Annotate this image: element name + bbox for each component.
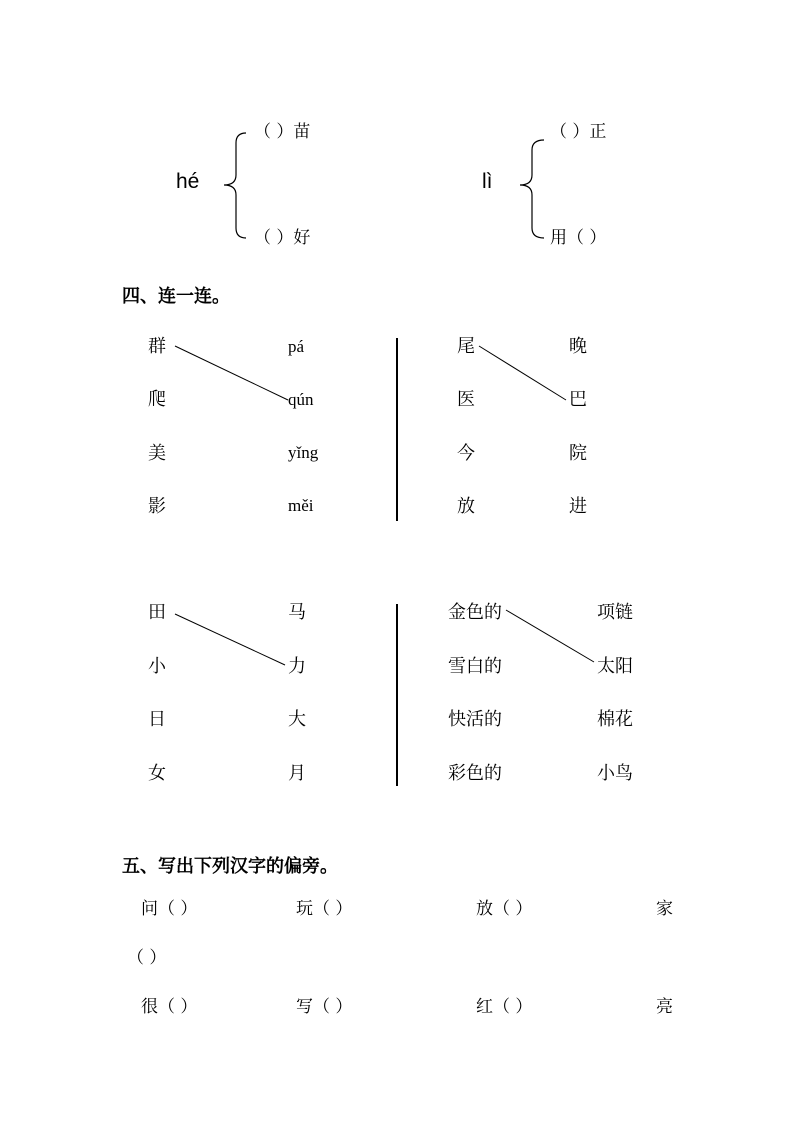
g3-char-1: 田: [148, 602, 166, 623]
connector-g4: [506, 610, 594, 662]
g3-match-4: 月: [288, 763, 306, 784]
connector-g2: [479, 346, 566, 400]
g2-match-3: 院: [569, 443, 587, 464]
g2-char-2: 医: [457, 389, 475, 410]
g2-match-2: 巴: [569, 389, 587, 410]
g4-match-2: 太阳: [597, 656, 633, 677]
radical-item-wen: 问（ ）: [141, 899, 198, 919]
blank-he-bottom: （ ）好: [254, 228, 311, 248]
g1-pinyin-3: yǐng: [288, 443, 319, 462]
g3-match-1: 马: [288, 602, 306, 623]
g1-char-2: 爬: [148, 389, 166, 410]
g2-char-4: 放: [457, 496, 475, 517]
pinyin-he: hé: [176, 170, 200, 193]
radical-item-jia-blank: （ ）: [127, 948, 167, 968]
g3-char-2: 小: [148, 656, 166, 677]
g4-phrase-3: 快活的: [448, 709, 502, 730]
radical-item-hen: 很（ ）: [141, 997, 198, 1017]
g3-char-3: 日: [148, 709, 166, 730]
g3-char-4: 女: [148, 763, 166, 784]
g4-match-4: 小鸟: [597, 763, 633, 784]
brace-he: [224, 133, 246, 238]
blank-he-top: （ ）苗: [254, 122, 311, 142]
radical-item-xie: 写（ ）: [296, 997, 353, 1017]
g1-char-3: 美: [148, 443, 166, 464]
g1-pinyin-4: měi: [288, 496, 314, 515]
g4-phrase-2: 雪白的: [448, 656, 502, 677]
g2-char-1: 尾: [457, 336, 475, 357]
radical-item-jia: 家: [656, 899, 673, 919]
brace-li: [520, 140, 544, 238]
connector-g3: [175, 614, 285, 665]
blank-li-bottom: 用（ ）: [550, 228, 607, 248]
g2-match-1: 晚: [569, 336, 587, 357]
g4-match-1: 项链: [597, 602, 633, 623]
g2-match-4: 进: [569, 496, 587, 517]
blank-li-top: （ ）正: [550, 122, 607, 142]
radical-item-liang: 亮: [656, 997, 673, 1017]
pinyin-li: lì: [482, 170, 493, 193]
connector-g1: [175, 346, 288, 400]
radical-item-hong: 红（ ）: [476, 997, 533, 1017]
g4-phrase-4: 彩色的: [448, 763, 502, 784]
g1-pinyin-2: qún: [288, 390, 314, 409]
g1-pinyin-1: pá: [288, 337, 305, 356]
g4-match-3: 棉花: [597, 709, 633, 730]
g2-char-3: 今: [457, 443, 475, 464]
g1-char-1: 群: [148, 336, 166, 357]
section5-heading: 五、写出下列汉字的偏旁。: [122, 856, 338, 877]
section4-heading: 四、连一连。: [122, 286, 230, 307]
g4-phrase-1: 金色的: [448, 602, 502, 623]
g1-char-4: 影: [148, 496, 166, 517]
radical-item-fang: 放（ ）: [476, 899, 533, 919]
g3-match-3: 大: [288, 709, 306, 730]
g3-match-2: 力: [288, 656, 306, 677]
radical-item-wan: 玩（ ）: [296, 899, 353, 919]
